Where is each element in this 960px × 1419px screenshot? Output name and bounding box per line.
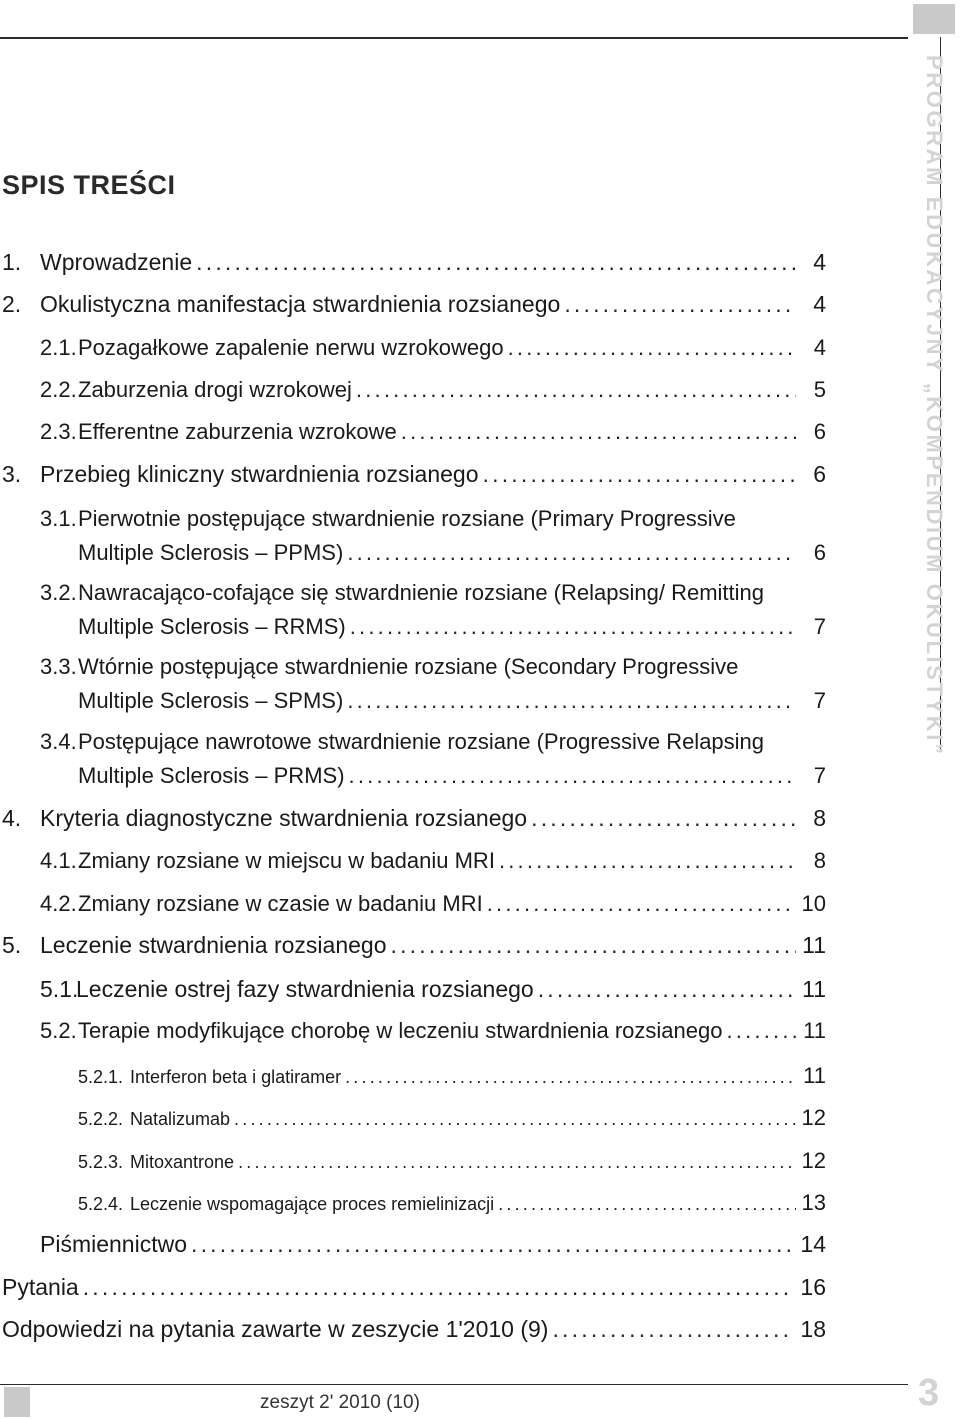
- toc-leader: [356, 377, 796, 403]
- toc-entry[interactable]: [0, 335, 826, 361]
- toc-leader: [347, 688, 796, 714]
- toc-title: Przebieg kliniczny stwardnienia rozsianego: [40, 461, 479, 487]
- toc-leader: [726, 1018, 796, 1044]
- toc-page: 7: [813, 614, 826, 639]
- toc-number: 1.: [2, 249, 22, 275]
- toc-title: Zmiany rozsiane w czasie w badaniu MRI: [78, 891, 483, 916]
- toc-leader: [349, 763, 796, 789]
- toc-title: Terapie modyfikujące chorobę w leczeniu stwardnienia rozsianego: [78, 1018, 723, 1043]
- top-rule: [0, 37, 908, 39]
- toc-entry[interactable]: [0, 291, 826, 318]
- toc-title: Zmiany rozsiane w miejscu w badaniu MRI: [78, 848, 495, 873]
- toc-entry[interactable]: [2, 1274, 826, 1301]
- toc-number: 3.3.: [40, 654, 77, 679]
- toc-title: Leczenie ostrej fazy stwardnienia rozsianego: [76, 976, 534, 1002]
- toc-number: 3.: [2, 461, 22, 487]
- toc-title: Pytania: [2, 1274, 79, 1300]
- toc-title: Zaburzenia drogi wzrokowej: [78, 377, 352, 402]
- toc-leader: [347, 540, 796, 566]
- toc-page: 13: [801, 1190, 826, 1215]
- toc-number: 4.1.: [40, 848, 77, 873]
- toc-entry[interactable]: [0, 249, 826, 276]
- page-title: SPIS TREŚCI: [2, 170, 176, 200]
- toc-entry[interactable]: [0, 932, 826, 959]
- toc-number: 4.2.: [40, 891, 77, 916]
- bottom-rule: [0, 1384, 908, 1385]
- toc-leader: [538, 976, 796, 1003]
- toc-title-continued: Multiple Sclerosis – PRMS): [78, 763, 345, 788]
- toc-number: 2.2.: [40, 377, 77, 402]
- toc-leader: [498, 1194, 795, 1215]
- toc-page: 4: [813, 249, 826, 275]
- toc-page: 11: [802, 932, 826, 958]
- toc-number: 3.2.: [40, 580, 77, 605]
- toc-page: 12: [801, 1105, 826, 1130]
- toc-page: 6: [813, 540, 826, 565]
- toc-title-continued: Multiple Sclerosis – PPMS): [78, 540, 344, 565]
- toc-title: Okulistyczna manifestacja stwardnienia rozsianego: [40, 291, 561, 317]
- toc-number: 5.2.4.: [78, 1194, 124, 1214]
- toc-leader: [196, 249, 796, 276]
- toc-page: 7: [813, 688, 826, 713]
- toc-page: 5: [813, 377, 826, 402]
- toc-page: 7: [813, 763, 826, 788]
- toc-number: 5.2.: [40, 1018, 77, 1043]
- toc-page: 16: [800, 1274, 826, 1300]
- toc-page: 12: [801, 1148, 826, 1173]
- toc-entry[interactable]: [2, 1316, 826, 1343]
- toc-number: 5.1.: [40, 976, 79, 1002]
- toc-title: Pierwotnie postępujące stwardnienie rozsiane (Primary Progressive: [78, 506, 736, 531]
- toc-page: 10: [801, 891, 826, 916]
- toc-entry[interactable]: [0, 1105, 826, 1131]
- toc-leader: [83, 1274, 795, 1301]
- toc-entry[interactable]: [0, 419, 826, 445]
- toc-title: Leczenie stwardnienia rozsianego: [40, 932, 387, 958]
- page-number: 3: [918, 1372, 940, 1414]
- toc-title-continued: Multiple Sclerosis – RRMS): [78, 614, 346, 639]
- toc-entry[interactable]: [0, 976, 826, 1003]
- toc-leader: [487, 891, 796, 917]
- toc-entry[interactable]: [0, 1018, 826, 1044]
- toc-leader: [508, 335, 796, 361]
- toc-leader: [564, 291, 796, 318]
- toc-entry[interactable]: [0, 1190, 826, 1216]
- toc-leader: [345, 1067, 796, 1088]
- toc-entry[interactable]: [0, 377, 826, 403]
- toc-title: Nawracająco-cofające się stwardnienie rozsiane (Relapsing/ Remitting: [78, 580, 764, 605]
- toc-entry-continuation[interactable]: [78, 688, 826, 714]
- toc-page: 11: [803, 1018, 826, 1043]
- toc-leader: [391, 932, 797, 959]
- toc-entry[interactable]: [0, 1148, 826, 1174]
- toc-title: Mitoxantrone: [130, 1152, 235, 1172]
- toc-number: 5.: [2, 932, 22, 958]
- toc-page: 18: [800, 1316, 826, 1342]
- toc-number: 2.: [2, 291, 22, 317]
- toc-entry[interactable]: [0, 891, 826, 917]
- toc-page: 8: [813, 848, 826, 873]
- toc-title: Piśmiennictwo: [40, 1231, 187, 1257]
- toc-page: 8: [813, 805, 826, 831]
- toc-number: 5.2.1.: [78, 1067, 124, 1087]
- corner-decoration: [913, 4, 955, 34]
- toc-leader: [499, 848, 796, 874]
- toc-title: Wtórnie postępujące stwardnienie rozsiane (Secondary Progressive: [78, 654, 739, 679]
- toc-title-continued: Multiple Sclerosis – SPMS): [78, 688, 344, 713]
- toc-leader: [552, 1316, 794, 1343]
- toc-page: 11: [803, 1063, 826, 1088]
- toc-number: 3.4.: [40, 729, 77, 754]
- toc-number: 5.2.3.: [78, 1152, 124, 1172]
- toc-entry[interactable]: [0, 805, 826, 832]
- toc-entry[interactable]: [0, 1063, 826, 1089]
- toc-number: 2.3.: [40, 419, 77, 444]
- footer-decoration: [4, 1387, 30, 1417]
- toc-title: Efferentne zaburzenia wzrokowe: [78, 419, 397, 444]
- toc-number: 4.: [2, 805, 22, 831]
- toc-page: 4: [813, 335, 826, 360]
- toc-leader: [483, 461, 796, 488]
- footer-issue: zeszyt 2' 2010 (10): [260, 1392, 420, 1413]
- toc-title: Leczenie wspomagające proces remielinizacji: [130, 1194, 495, 1214]
- toc-title: Postępujące nawrotowe stwardnienie rozsiane (Progressive Relapsing: [78, 729, 765, 754]
- toc-leader: [191, 1231, 794, 1258]
- toc-number: 5.2.2.: [78, 1109, 124, 1129]
- toc-title: Odpowiedzi na pytania zawarte w zeszycie 1'2010 (9): [2, 1316, 549, 1342]
- toc-page: 6: [813, 419, 826, 444]
- toc-entry-continuation[interactable]: [78, 763, 826, 789]
- toc-entry[interactable]: [0, 848, 826, 874]
- toc-title: Pozagałkowe zapalenie nerwu wzrokowego: [78, 335, 504, 360]
- toc-title: Interferon beta i glatiramer: [130, 1067, 342, 1087]
- toc-title: Kryteria diagnostyczne stwardnienia rozsianego: [40, 805, 528, 831]
- toc-page: 4: [813, 291, 826, 317]
- toc-page: 14: [800, 1231, 826, 1257]
- toc-leader: [401, 419, 796, 445]
- toc-leader: [350, 614, 796, 640]
- toc-leader: [234, 1109, 795, 1130]
- side-series-title: PROGRAM EDUKACYJNY „KOMPENDIUM OKULISTYKI”: [922, 55, 947, 757]
- toc-entry-continuation[interactable]: [78, 614, 826, 640]
- toc-entry[interactable]: [0, 461, 826, 488]
- toc-entry-continuation[interactable]: [78, 540, 826, 566]
- toc-title: Natalizumab: [130, 1109, 231, 1129]
- toc-title: Wprowadzenie: [40, 249, 193, 275]
- toc-page: 6: [813, 461, 826, 487]
- toc-number: 3.1.: [40, 506, 77, 531]
- toc-leader: [238, 1152, 795, 1173]
- toc-page: 11: [802, 976, 826, 1002]
- toc-leader: [531, 805, 796, 832]
- toc-entry[interactable]: [40, 1231, 826, 1258]
- toc-number: 2.1.: [40, 335, 77, 360]
